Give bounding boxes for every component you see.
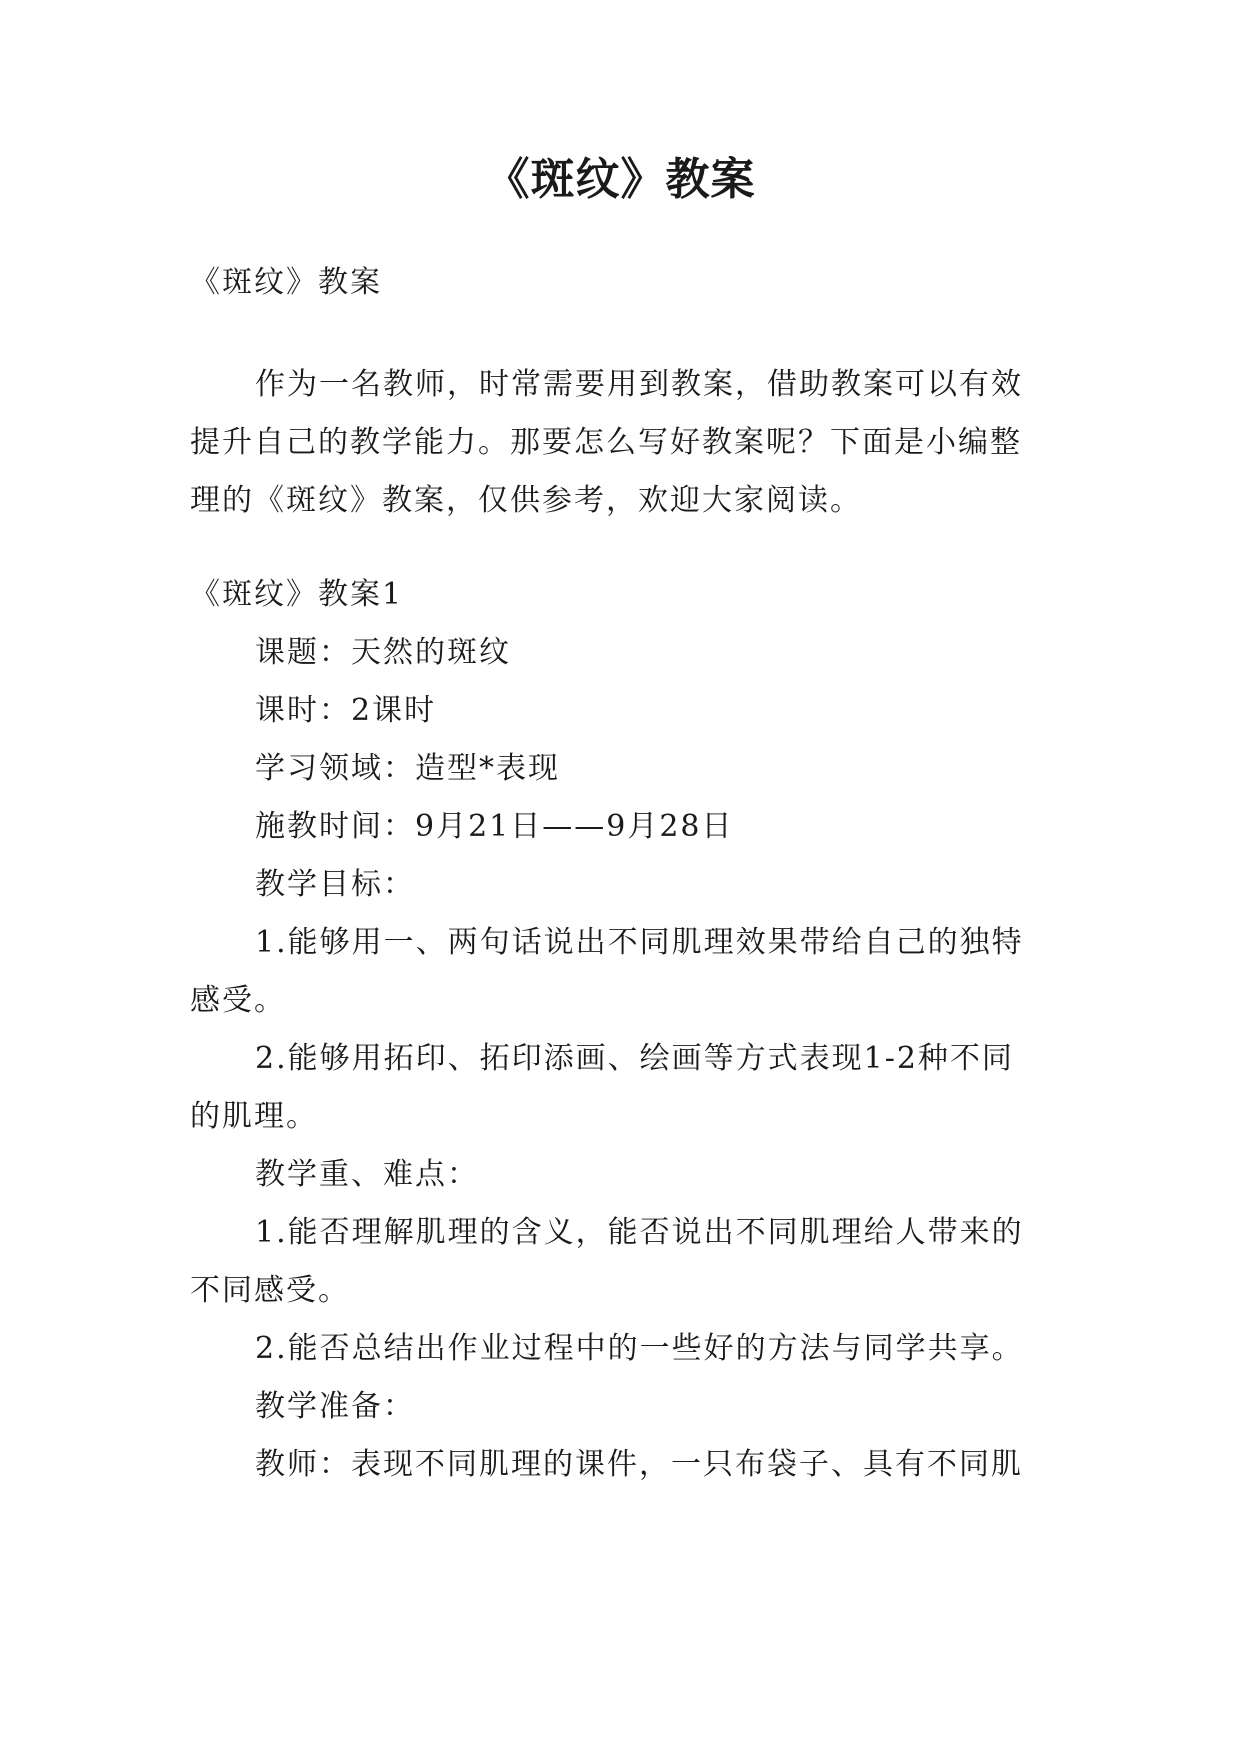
learning-domain: 学习领域：造型*表现 [255,751,560,786]
key-points-heading: 教学重、难点： [255,1157,479,1192]
teaching-dates: 施教时间：9月21日——9月28日 [255,809,734,844]
preparation-heading: 教学准备： [255,1389,415,1424]
lesson-hours: 课时：2课时 [255,693,437,728]
intro-line: 理的《斑纹》教案，仅供参考，欢迎大家阅读。 [190,483,862,518]
section-heading: 《斑纹》教案1 [190,577,404,612]
document-title: 《斑纹》教案 [485,154,756,205]
preparation-line: 教师：表现不同肌理的课件，一只布袋子、具有不同肌 [255,1447,1023,1482]
objective-line: 2.能够用拓印、拓印添画、绘画等方式表现1-2种不同 [255,1041,1014,1076]
intro-paragraph [190,356,1050,530]
intro-line: 提升自己的教学能力。那要怎么写好教案呢？下面是小编整 [190,425,1022,460]
subtitle-line: 《斑纹》教案 [190,265,382,300]
intro-line: 作为一名教师，时常需要用到教案，借助教案可以有效 [255,367,1023,402]
lesson-topic: 课题：天然的斑纹 [255,635,511,670]
objective-line: 1.能够用一、两句话说出不同肌理效果带给自己的独特 [255,925,1024,960]
key-point-line: 1.能否理解肌理的含义，能否说出不同肌理给人带来的 [255,1215,1024,1250]
objective-line: 的肌理。 [190,1099,318,1134]
key-point-line: 不同感受。 [190,1273,350,1308]
objective-line: 感受。 [190,983,286,1018]
document-subtitle [190,254,1050,312]
key-point-line: 2.能否总结出作业过程中的一些好的方法与同学共享。 [255,1331,1024,1366]
lesson-plan-section [190,566,1050,1494]
objectives-heading: 教学目标： [255,867,415,902]
